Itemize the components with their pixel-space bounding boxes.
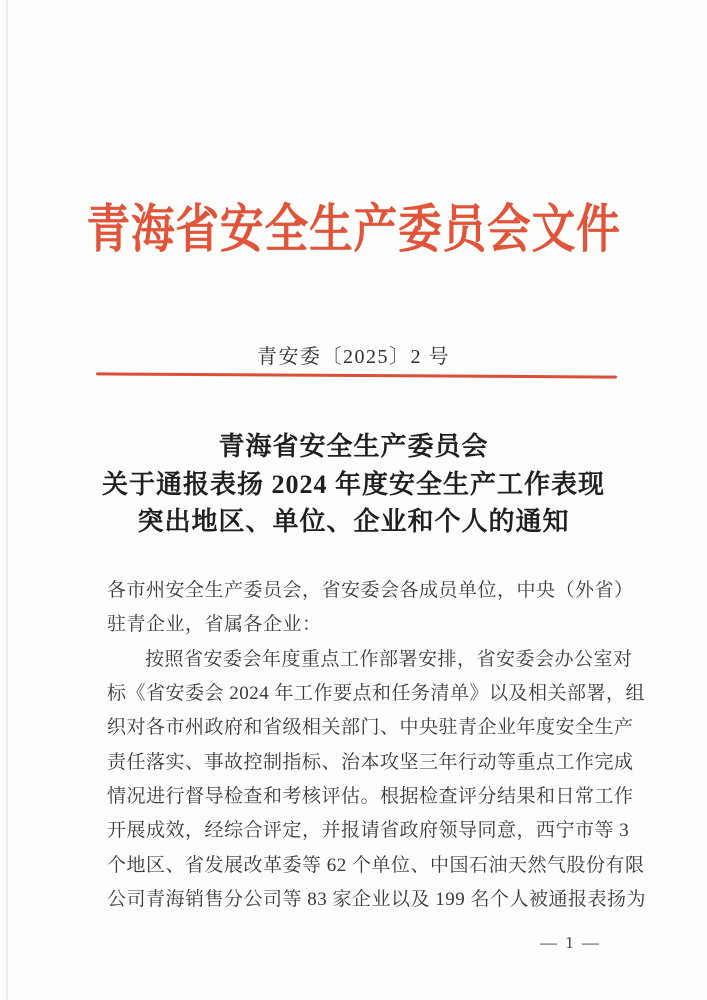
body-line: 开展成效，经综合评定，并报请省政府领导同意，西宁市等 3 xyxy=(107,820,630,842)
body-line: 标《省安委会 2024 年工作要点和任务清单》以及相关部署，组 xyxy=(107,683,646,705)
body-line: 按照省安委会年度重点工作部署安排，省安委会办公室对 xyxy=(145,648,633,670)
red-divider-line xyxy=(96,372,617,378)
body-line: 情况进行督导检查和考核评估。根据检查评分结果和日常工作 xyxy=(107,786,634,808)
body-line: 个地区、省发展改革委等 62 个单位、中国石油天然气股份有限 xyxy=(107,854,645,876)
document-number: 青安委〔2025〕2 号 xyxy=(257,346,450,368)
body-line: 驻青企业，省属各企业： xyxy=(107,614,322,636)
title-line-1: 青海省安全生产委员会 xyxy=(218,432,489,461)
document-body xyxy=(107,574,647,917)
title-line-2: 关于通报表扬 2024 年度安全生产工作表现 xyxy=(101,469,605,499)
body-line: 公司青海销售分公司等 83 家企业以及 199 名个人被通报表扬为 xyxy=(107,889,647,911)
title-line-3: 突出地区、单位、企业和个人的通知 xyxy=(137,507,570,536)
page-number: — 1 — xyxy=(540,933,601,952)
document-red-header: 青海省安全生产委员会文件 xyxy=(86,202,621,259)
body-line: 各市州安全生产委员会，省安委会各成员单位，中央（外省） xyxy=(107,580,634,601)
body-line: 责任落实、事故控制指标、治本攻坚三年行动等重点工作完成 xyxy=(107,751,634,773)
document-title xyxy=(0,428,707,541)
body-line: 织对各市州政府和省级相关部门、中央驻青企业年度安全生产 xyxy=(107,717,634,739)
